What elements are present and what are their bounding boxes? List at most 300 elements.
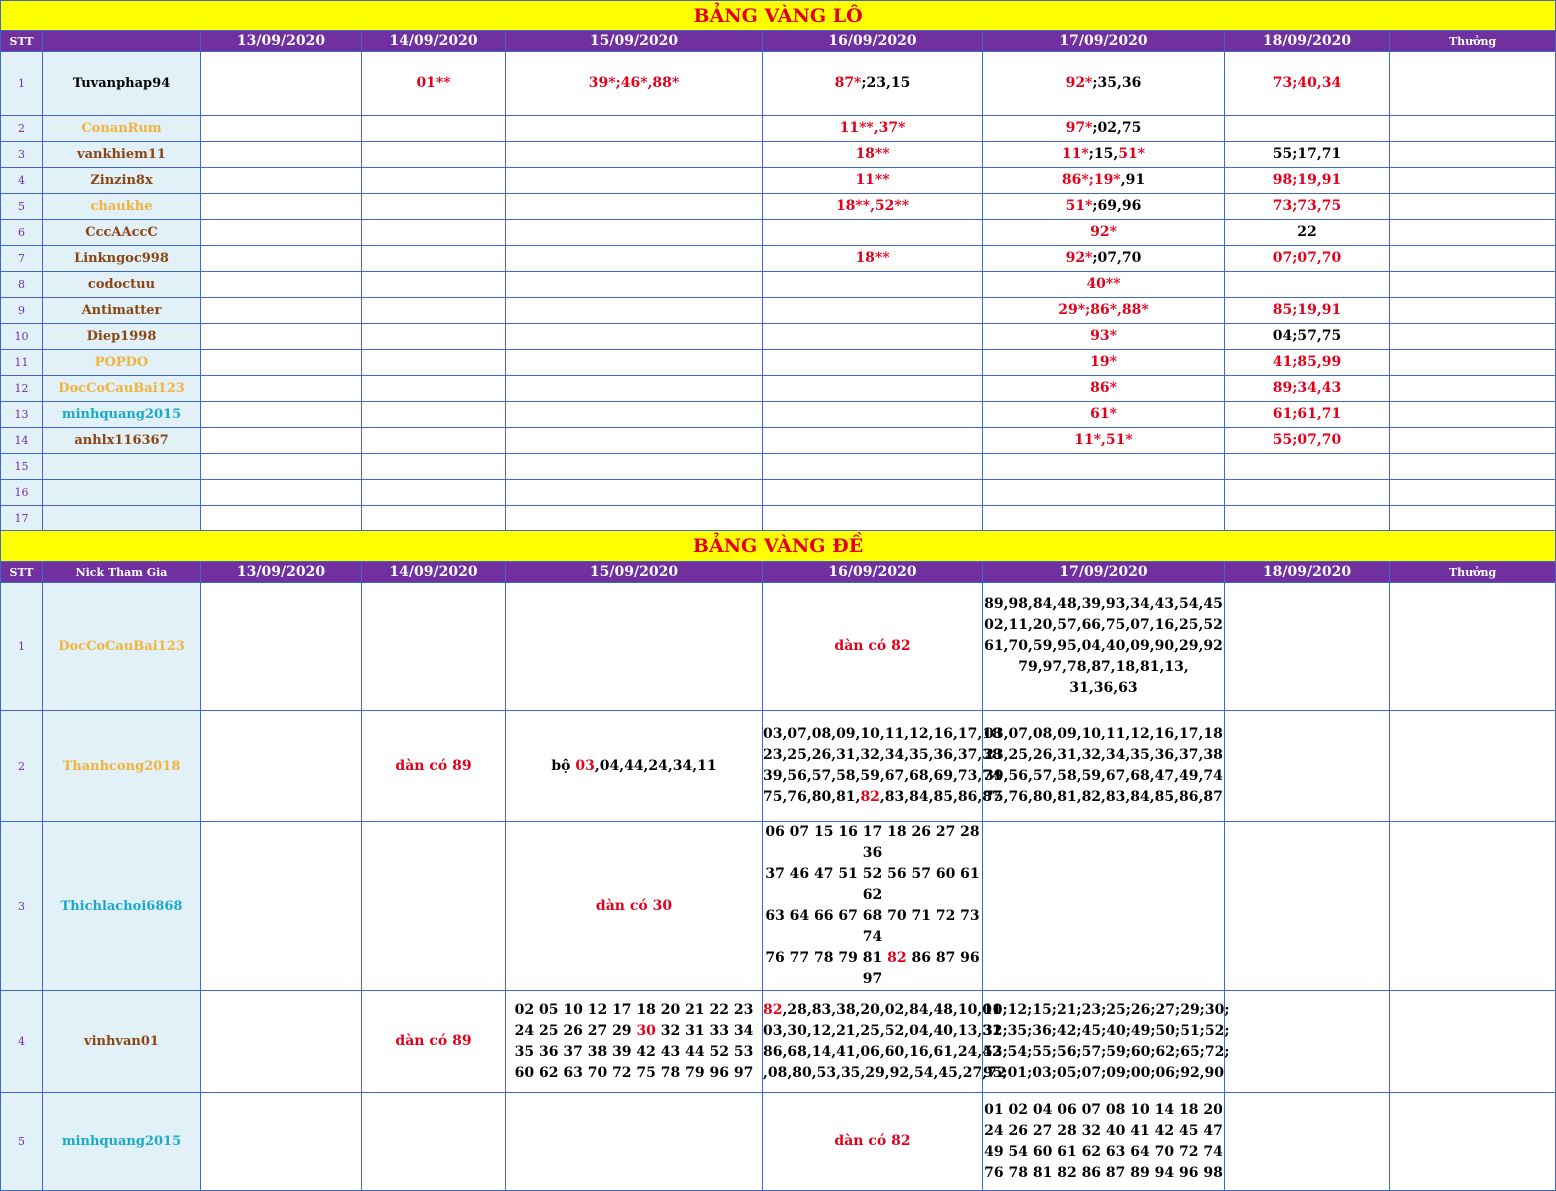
- de-row: [1, 991, 1556, 1093]
- cell-text: 61;61,71: [1272, 406, 1342, 422]
- date-cell-4: [983, 220, 1225, 246]
- cell-text: 18**,52**: [835, 198, 910, 214]
- nick-name: DocCoCauBai123: [43, 376, 201, 402]
- date-cell-1: [362, 298, 506, 324]
- date-cell-4: [983, 376, 1225, 402]
- cell-text: 32;35;36;42;45;40;49;50;51;52;: [983, 1022, 1230, 1039]
- cell-text: 82: [860, 789, 880, 805]
- date-cell-5: [1225, 298, 1390, 324]
- cell-text: 35 36 37 38 39 42 43 44 52 53: [514, 1043, 754, 1060]
- cell-text: 03,07,08,09,10,11,12,16,17,18: [984, 726, 1223, 742]
- date-cell-4: [983, 168, 1225, 194]
- cell-text: 51*: [1118, 146, 1146, 162]
- row-number: 6: [1, 220, 43, 246]
- date-cell-2: [506, 1093, 763, 1191]
- date-cell-6: [1390, 350, 1556, 376]
- lo-row: [1, 480, 1556, 506]
- cell-text: 60 62 63 70 72 75 78 79 96 97: [514, 1064, 754, 1081]
- date-cell-5: [1225, 480, 1390, 506]
- date-cell-1: [362, 246, 506, 272]
- row-number: 1: [1, 52, 43, 116]
- date-cell-1: [362, 991, 506, 1093]
- lo-row: [1, 376, 1556, 402]
- cell-text: 01 02 04 06 07 08 10 14 18 20: [984, 1101, 1223, 1118]
- nick-name: Thichlachoi6868: [43, 822, 201, 991]
- cell-text: 29*;86*,88*: [1058, 302, 1149, 318]
- date-cell-2: [506, 168, 763, 194]
- date-cell-5: [1225, 220, 1390, 246]
- date-cell-6: [1390, 402, 1556, 428]
- row-number: 8: [1, 272, 43, 298]
- date-cell-3: [763, 480, 983, 506]
- date-cell-6: [1390, 298, 1556, 324]
- date-cell-3: [763, 991, 1007, 1093]
- nick-name: minhquang2015: [43, 1093, 201, 1191]
- row-number: 5: [1, 194, 43, 220]
- cell-text: 92*: [1090, 224, 1117, 240]
- row-number: 16: [1, 480, 43, 506]
- date-cell-2: [506, 194, 763, 220]
- nick-name: minhquang2015: [43, 402, 201, 428]
- date-cell-2: [506, 142, 763, 168]
- cell-text: bộ: [551, 757, 576, 774]
- date-cell-4: [983, 52, 1225, 116]
- date-cell-2: [506, 454, 763, 480]
- date-cell-0: [201, 324, 362, 350]
- nick-name: Linkngoc998: [43, 246, 201, 272]
- date-cell-5: [1225, 376, 1390, 402]
- date-cell-1: [362, 711, 506, 822]
- date-cell-1: [362, 142, 506, 168]
- row-number: 3: [1, 142, 43, 168]
- date-cell-3: [763, 116, 983, 142]
- cell-text: 11**,37*: [839, 120, 906, 136]
- date-cell-0: [201, 220, 362, 246]
- date-cell-4: [983, 402, 1225, 428]
- row-number: 12: [1, 376, 43, 402]
- cell-text: ;07,70: [1092, 250, 1142, 266]
- cell-text: 86,68,14,41,06,60,16,61,24,42: [763, 1043, 1002, 1060]
- cell-text: 01**: [416, 75, 451, 91]
- date-cell-1: [362, 1093, 506, 1191]
- date-cell-2: [506, 376, 763, 402]
- nick-name: POPDO: [43, 350, 201, 376]
- date-cell-1: [362, 402, 506, 428]
- cell-text: 39*;46*,88*: [588, 75, 680, 91]
- date-cell-3: [763, 168, 983, 194]
- cell-text: 11*: [1061, 146, 1089, 162]
- date-cell-1: [362, 506, 506, 531]
- date-cell-2: [506, 583, 763, 711]
- lo-row: [1, 142, 1556, 168]
- cell-text: 37 46 47 51 52 56 57 60 61 62: [765, 866, 980, 903]
- date-cell-5: [1225, 583, 1390, 711]
- date-cell-4: [983, 324, 1225, 350]
- date-cell-1: [362, 376, 506, 402]
- cell-text: ,04,44,24,34,11: [594, 757, 717, 774]
- cell-text: 92*: [1065, 250, 1093, 266]
- nick-name: vinhvan01: [43, 991, 201, 1093]
- nick-name: Thanhcong2018: [43, 711, 201, 822]
- date-cell-5: [1225, 1093, 1390, 1191]
- date-cell-3: [763, 506, 983, 531]
- date-cell-3: [763, 52, 983, 116]
- date-cell-2: [506, 991, 763, 1093]
- lo-row: [1, 428, 1556, 454]
- date-cell-3: [763, 142, 983, 168]
- nick-name: Antimatter: [43, 298, 201, 324]
- cell-text: 63 64 66 67 68 70 71 72 73 74: [765, 908, 980, 945]
- cell-text: 06 07 15 16 17 18 26 27 28 36: [765, 824, 980, 861]
- nick-name: chaukhe: [43, 194, 201, 220]
- cell-text: 55;17,71: [1272, 146, 1342, 162]
- cell-text: 95;01;03;05;07;09;00;06;92,90: [983, 1064, 1225, 1081]
- row-number: 2: [1, 116, 43, 142]
- de-header-4: 15/09/2020: [506, 562, 763, 583]
- cell-text: 86 87 96 97: [862, 950, 980, 987]
- row-number: 10: [1, 324, 43, 350]
- cell-text: ;02,75: [1092, 120, 1142, 136]
- date-cell-1: [362, 583, 506, 711]
- date-cell-4: [983, 142, 1225, 168]
- row-number: 14: [1, 428, 43, 454]
- date-cell-3: [763, 272, 983, 298]
- lo-row: [1, 298, 1556, 324]
- cell-text: 92*: [1065, 75, 1093, 91]
- cell-text: 24 25 26 27 29: [514, 1022, 637, 1039]
- date-cell-2: [506, 272, 763, 298]
- cell-text: 04;57,75: [1272, 328, 1342, 344]
- de-header-7: 18/09/2020: [1225, 562, 1390, 583]
- date-cell-4: [983, 194, 1225, 220]
- date-cell-0: [201, 480, 362, 506]
- cell-text: dàn có 89: [395, 1033, 472, 1049]
- row-number: 4: [1, 168, 43, 194]
- cell-text: 61*: [1090, 406, 1117, 422]
- date-cell-4: [983, 991, 1230, 1093]
- date-cell-5: [1225, 194, 1390, 220]
- date-cell-5: [1225, 350, 1390, 376]
- nick-name: Tuvanphap94: [43, 52, 201, 116]
- date-cell-1: [362, 350, 506, 376]
- date-cell-4: [983, 711, 1225, 822]
- lo-row: [1, 272, 1556, 298]
- row-number: 15: [1, 454, 43, 480]
- cell-text: 73;73,75: [1272, 198, 1342, 214]
- lo-header-7: 18/09/2020: [1225, 31, 1390, 52]
- cell-text: dàn có 30: [595, 897, 673, 914]
- date-cell-4: [983, 428, 1225, 454]
- lo-row: [1, 194, 1556, 220]
- cell-text: 76 78 81 82 86 87 89 94 96 98: [984, 1164, 1223, 1181]
- de-header-8: Thưởng: [1390, 562, 1556, 583]
- date-cell-2: [506, 711, 763, 822]
- date-cell-6: [1390, 822, 1556, 991]
- date-cell-6: [1390, 428, 1556, 454]
- row-number: 13: [1, 402, 43, 428]
- cell-text: 18**: [855, 146, 890, 162]
- date-cell-3: [763, 428, 983, 454]
- cell-text: 86*: [1090, 380, 1117, 396]
- date-cell-5: [1225, 822, 1390, 991]
- date-cell-2: [506, 324, 763, 350]
- date-cell-1: [362, 822, 506, 991]
- cell-text: ;23,15: [861, 75, 911, 91]
- date-cell-6: [1390, 246, 1556, 272]
- cell-text: 87*: [834, 75, 862, 91]
- date-cell-3: [763, 583, 983, 711]
- date-cell-6: [1390, 506, 1556, 531]
- date-cell-2: [506, 428, 763, 454]
- lo-row: [1, 116, 1556, 142]
- lo-row: [1, 402, 1556, 428]
- lo-header-6: 17/09/2020: [983, 31, 1225, 52]
- date-cell-0: [201, 506, 362, 531]
- lo-row: [1, 506, 1556, 531]
- lo-row: [1, 52, 1556, 116]
- date-cell-6: [1390, 454, 1556, 480]
- row-number: 2: [1, 711, 43, 822]
- lo-section: [1, 1, 1556, 531]
- cell-text: ,08,80,53,35,29,92,54,45,27,72: [763, 1064, 1007, 1081]
- cell-text: 75,76,80,81,82,83,84,85,86,87: [984, 789, 1223, 805]
- cell-text: 11**: [855, 172, 890, 188]
- lo-title-row: [1, 1, 1556, 31]
- cell-text: ,28,83,38,20,02,84,48,10,01: [782, 1001, 1002, 1018]
- date-cell-6: [1390, 480, 1556, 506]
- lo-header-2: 13/09/2020: [201, 31, 362, 52]
- lo-row: [1, 454, 1556, 480]
- de-title-row: [1, 531, 1556, 562]
- nick-name: [43, 480, 201, 506]
- nick-name: codoctuu: [43, 272, 201, 298]
- date-cell-6: [1390, 1093, 1556, 1191]
- date-cell-0: [201, 52, 362, 116]
- cell-text: 86*;19*: [1061, 172, 1121, 188]
- date-cell-3: [763, 324, 983, 350]
- cell-text: 23,25,26,31,32,34,35,36,37,38: [763, 747, 1002, 763]
- de-header-6: 17/09/2020: [983, 562, 1225, 583]
- date-cell-1: [362, 52, 506, 116]
- row-number: 5: [1, 1093, 43, 1191]
- date-cell-5: [1225, 428, 1390, 454]
- lo-header-3: 14/09/2020: [362, 31, 506, 52]
- date-cell-0: [201, 246, 362, 272]
- row-number: 4: [1, 991, 43, 1093]
- date-cell-0: [201, 991, 362, 1093]
- date-cell-4: [983, 298, 1225, 324]
- date-cell-4: [983, 506, 1225, 531]
- cell-text: 73;40,34: [1272, 75, 1342, 91]
- lo-header-5: 16/09/2020: [763, 31, 983, 52]
- nick-name: anhlx116367: [43, 428, 201, 454]
- date-cell-3: [763, 350, 983, 376]
- date-cell-5: [1225, 246, 1390, 272]
- nick-name: CccAAccC: [43, 220, 201, 246]
- cell-text: dàn có 89: [395, 757, 472, 774]
- cell-text: 89,98,84,48,39,93,34,43,54,45: [984, 596, 1223, 612]
- date-cell-5: [1225, 52, 1390, 116]
- cell-text: 49 54 60 61 62 63 64 70 72 74: [984, 1143, 1223, 1160]
- date-cell-6: [1390, 52, 1556, 116]
- cell-text: 89;34,43: [1272, 380, 1342, 396]
- date-cell-4: [983, 454, 1225, 480]
- date-cell-0: [201, 142, 362, 168]
- de-section: [1, 531, 1556, 1191]
- date-cell-0: [201, 454, 362, 480]
- date-cell-0: [201, 168, 362, 194]
- date-cell-0: [201, 376, 362, 402]
- date-cell-1: [362, 194, 506, 220]
- nick-name: DocCoCauBai123: [43, 583, 201, 711]
- cell-text: 93*: [1090, 328, 1117, 344]
- date-cell-5: [1225, 272, 1390, 298]
- date-cell-5: [1225, 142, 1390, 168]
- date-cell-3: [763, 711, 1002, 822]
- date-cell-2: [506, 246, 763, 272]
- cell-text: 51*: [1065, 198, 1093, 214]
- date-cell-4: [983, 350, 1225, 376]
- cell-text: 61,70,59,95,04,40,09,90,29,92: [984, 638, 1223, 654]
- nick-name: Zinzin8x: [43, 168, 201, 194]
- cell-text: ;69,96: [1092, 198, 1142, 214]
- cell-text: 98;19,91: [1272, 172, 1342, 188]
- lo-row: [1, 324, 1556, 350]
- de-header-5: 16/09/2020: [763, 562, 983, 583]
- date-cell-4: [983, 822, 1225, 991]
- nick-name: vankhiem11: [43, 142, 201, 168]
- date-cell-5: [1225, 324, 1390, 350]
- lo-header-row: [1, 31, 1556, 52]
- row-number: 9: [1, 298, 43, 324]
- date-cell-6: [1390, 376, 1556, 402]
- date-cell-1: [362, 428, 506, 454]
- lo-row: [1, 220, 1556, 246]
- date-cell-0: [201, 272, 362, 298]
- cell-text: 76 77 78 79 81: [765, 950, 888, 966]
- lo-row: [1, 350, 1556, 376]
- date-cell-4: [983, 272, 1225, 298]
- date-cell-6: [1390, 116, 1556, 142]
- date-cell-3: [763, 402, 983, 428]
- date-cell-6: [1390, 220, 1556, 246]
- date-cell-5: [1225, 402, 1390, 428]
- de-header-1: Nick Tham Gia: [43, 562, 201, 583]
- nick-name: Diep1998: [43, 324, 201, 350]
- row-number: 17: [1, 506, 43, 531]
- de-row: [1, 1093, 1556, 1191]
- date-cell-0: [201, 822, 362, 991]
- lo-row: [1, 168, 1556, 194]
- cell-text: ,83,84,85,86,87: [879, 789, 1002, 805]
- cell-text: 02 05 10 12 17 18 20 21 22 23: [514, 1001, 754, 1018]
- nick-name: [43, 506, 201, 531]
- date-cell-2: [506, 52, 763, 116]
- cell-text: 39,56,57,58,59,67,68,47,49,74: [984, 768, 1223, 784]
- date-cell-1: [362, 116, 506, 142]
- date-cell-6: [1390, 194, 1556, 220]
- lo-header-8: Thưởng: [1390, 31, 1556, 52]
- date-cell-4: [983, 1093, 1225, 1191]
- cell-text: 30: [636, 1022, 656, 1039]
- cell-text: 82: [887, 950, 907, 966]
- date-cell-0: [201, 350, 362, 376]
- date-cell-2: [506, 350, 763, 376]
- lo-header-4: 15/09/2020: [506, 31, 763, 52]
- date-cell-4: [983, 116, 1225, 142]
- de-header-row: [1, 562, 1556, 583]
- cell-text: dàn có 82: [834, 638, 911, 654]
- date-cell-3: [763, 194, 983, 220]
- date-cell-3: [763, 220, 983, 246]
- date-cell-0: [201, 402, 362, 428]
- date-cell-6: [1390, 272, 1556, 298]
- de-header-3: 14/09/2020: [362, 562, 506, 583]
- cell-text: 24 26 27 28 32 40 41 42 45 47: [984, 1122, 1223, 1139]
- cell-text: 32 31 33 34: [655, 1022, 754, 1039]
- date-cell-5: [1225, 711, 1390, 822]
- date-cell-2: [506, 116, 763, 142]
- cell-text: 97*: [1065, 120, 1093, 136]
- date-cell-0: [201, 428, 362, 454]
- cell-text: 53;54;55;56;57;59;60;62;65;72;: [983, 1043, 1230, 1060]
- date-cell-0: [201, 583, 362, 711]
- date-cell-2: [506, 480, 763, 506]
- date-cell-3: [763, 822, 983, 991]
- date-cell-0: [201, 116, 362, 142]
- cell-text: 19*: [1090, 354, 1117, 370]
- cell-text: 03,30,12,21,25,52,04,40,13,31: [763, 1022, 1002, 1039]
- date-cell-5: [1225, 116, 1390, 142]
- cell-text: 10;12;15;21;23;25;26;27;29;30;: [983, 1001, 1230, 1018]
- date-cell-4: [983, 246, 1225, 272]
- date-cell-0: [201, 711, 362, 822]
- cell-text: 85;19,91: [1272, 302, 1342, 318]
- date-cell-1: [362, 454, 506, 480]
- row-number: 3: [1, 822, 43, 991]
- date-cell-4: [983, 480, 1225, 506]
- date-cell-3: [763, 1093, 983, 1191]
- de-title: BẢNG VÀNG ĐỀ: [1, 531, 1556, 562]
- cell-text: 03,07,08,09,10,11,12,16,17,18: [763, 726, 1002, 742]
- de-row: [1, 583, 1556, 711]
- date-cell-5: [1225, 506, 1390, 531]
- cell-text: 22: [1297, 224, 1317, 240]
- row-number: 1: [1, 583, 43, 711]
- cell-text: 40**: [1086, 276, 1121, 292]
- de-header-0: STT: [1, 562, 43, 583]
- cell-text: ,91: [1120, 172, 1146, 188]
- cell-text: 23,25,26,31,32,34,35,36,37,38: [984, 747, 1223, 763]
- date-cell-1: [362, 324, 506, 350]
- date-cell-0: [201, 1093, 362, 1191]
- row-number: 7: [1, 246, 43, 272]
- cell-text: 79,97,78,87,18,81,13, 31,36,63: [1018, 659, 1189, 696]
- cell-text: 82: [763, 1001, 783, 1018]
- cell-text: 55;07,70: [1272, 432, 1342, 448]
- cell-text: 18**: [855, 250, 890, 266]
- date-cell-6: [1390, 324, 1556, 350]
- lo-header-1: [43, 31, 201, 52]
- cell-text: 07;07,70: [1272, 250, 1342, 266]
- date-cell-1: [362, 168, 506, 194]
- nick-name: [43, 454, 201, 480]
- date-cell-3: [763, 376, 983, 402]
- date-cell-3: [763, 298, 983, 324]
- cell-text: ;15,: [1088, 146, 1119, 162]
- date-cell-4: [983, 583, 1225, 711]
- date-cell-3: [763, 454, 983, 480]
